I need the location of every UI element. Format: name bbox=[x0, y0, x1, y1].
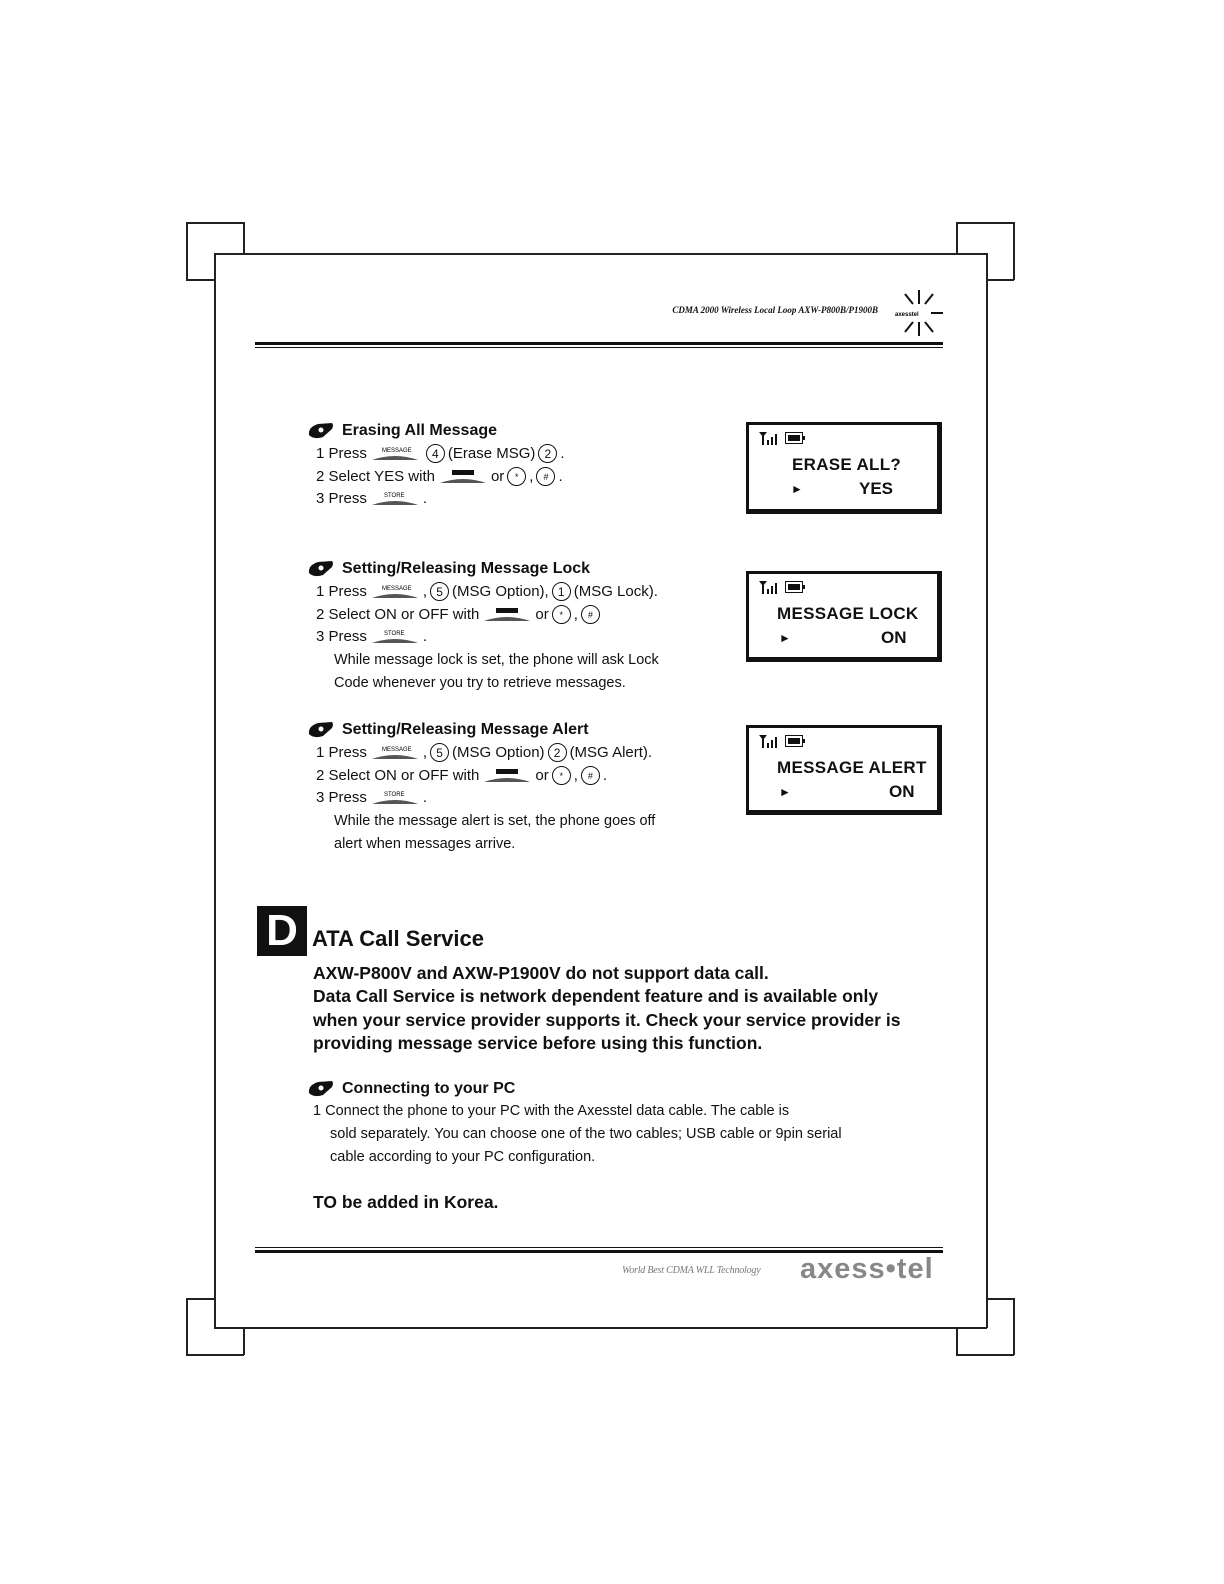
store-key-icon bbox=[370, 491, 420, 507]
star-key-icon: * bbox=[552, 766, 571, 785]
message-key-icon bbox=[370, 446, 420, 462]
svg-text:STORE: STORE bbox=[383, 630, 405, 637]
footer-rule bbox=[255, 1247, 943, 1248]
todo-note: TO be added in Korea. bbox=[313, 1192, 499, 1212]
alert-step-2: 2 Select ON or OFF with or * , # . bbox=[316, 767, 608, 784]
key-5-icon: 5 bbox=[430, 743, 449, 762]
signal-icon bbox=[759, 734, 781, 748]
lock-step-2: 2 Select ON or OFF with or * , # bbox=[316, 605, 603, 624]
hash-key-icon: # bbox=[581, 605, 600, 624]
svg-text:MESSAGE: MESSAGE bbox=[381, 585, 412, 592]
message-key-icon bbox=[370, 745, 420, 761]
section-alert-title bbox=[306, 720, 589, 740]
svg-text:STORE: STORE bbox=[383, 791, 405, 798]
section-initial-d: D bbox=[257, 906, 307, 956]
footer-tagline: World Best CDMA WLL Technology bbox=[622, 1265, 761, 1276]
star-key-icon: * bbox=[507, 467, 526, 486]
selector-arrow-icon: ► bbox=[779, 785, 791, 799]
alert-note-line-1: While the message alert is set, the phone goes off bbox=[334, 813, 656, 829]
section-title-text: Connecting to your PC bbox=[342, 1080, 516, 1097]
svg-text:STORE: STORE bbox=[383, 492, 405, 499]
selector-arrow-icon: ► bbox=[779, 631, 791, 645]
key-1-icon: 1 bbox=[552, 582, 571, 601]
lock-note-line-2: Code whenever you try to retrieve messages. bbox=[334, 675, 626, 691]
header-rule bbox=[255, 342, 943, 345]
footer-brand-logo: axess•tel bbox=[800, 1253, 934, 1285]
alert-note-line-2: alert when messages arrive. bbox=[334, 836, 516, 852]
lcd-alert-display: MESSAGE ALERT ► ON bbox=[746, 725, 942, 815]
selector-arrow-icon: ► bbox=[791, 482, 803, 496]
lcd-lock-display: MESSAGE LOCK ► ON bbox=[746, 571, 942, 662]
connect-line-1: 1 Connect the phone to your PC with the Axesstel data cable. The cable is bbox=[313, 1103, 790, 1119]
header-title: CDMA 2000 Wireless Local Loop AXW-P800B/P1900B bbox=[672, 305, 878, 315]
lock-step-1: 1 Press MESSAGE , 5 (MSG Option), 1 (MSG Lock). bbox=[316, 583, 658, 600]
erase-step-1: 1 Press MESSAGE 4 (Erase MSG) 2 . bbox=[316, 445, 565, 462]
alert-step-3: 3 Press STORE . bbox=[316, 789, 428, 806]
section-title-text: Setting/Releasing Message Alert bbox=[342, 721, 589, 738]
nav-key-icon bbox=[438, 469, 488, 485]
lcd-line-1: MESSAGE ALERT bbox=[777, 758, 927, 777]
phone-icon bbox=[306, 559, 336, 579]
signal-icon bbox=[759, 580, 781, 594]
key-2-icon: 2 bbox=[548, 743, 567, 762]
hash-key-icon: # bbox=[536, 467, 555, 486]
connect-line-3: cable according to your PC configuration. bbox=[330, 1149, 596, 1165]
battery-icon bbox=[785, 432, 805, 444]
connect-line-2: sold separately. You can choose one of the two cables; USB cable or 9pin serial bbox=[330, 1126, 842, 1142]
section-erase-title bbox=[306, 421, 497, 441]
star-key-icon: * bbox=[552, 605, 571, 624]
phone-icon bbox=[306, 720, 336, 740]
erase-step-3: 3 Press STORE . bbox=[316, 490, 428, 507]
battery-icon bbox=[785, 581, 805, 593]
nav-key-icon bbox=[482, 768, 532, 784]
section-lock-title bbox=[306, 559, 590, 579]
svg-text:MESSAGE: MESSAGE bbox=[381, 447, 412, 454]
key-5-icon: 5 bbox=[430, 582, 449, 601]
store-key-icon bbox=[370, 629, 420, 645]
section-title-text: Erasing All Message bbox=[342, 422, 498, 439]
alert-step-1: 1 Press MESSAGE , 5 (MSG Option) 2 (MSG Alert). bbox=[316, 744, 653, 761]
section-connect-title bbox=[306, 1079, 515, 1099]
store-key-icon bbox=[370, 790, 420, 806]
battery-icon bbox=[785, 735, 805, 747]
phone-icon bbox=[306, 1079, 336, 1099]
phone-icon bbox=[306, 421, 336, 441]
key-2-icon: 2 bbox=[538, 444, 557, 463]
data-call-intro: AXW-P800V and AXW-P1900V do not support data call. Data Call Service is network dependent feature and is available only when your service provider supports it. Check your service provider is providing message service before using this function. bbox=[313, 963, 901, 1054]
lock-step-3: 3 Press STORE . bbox=[316, 628, 428, 645]
hash-key-icon: # bbox=[581, 766, 600, 785]
lcd-line-1: MESSAGE LOCK bbox=[777, 604, 919, 623]
svg-text:MESSAGE: MESSAGE bbox=[381, 746, 412, 753]
section-title-text: Setting/Releasing Message Lock bbox=[342, 560, 591, 577]
signal-icon bbox=[759, 431, 781, 445]
axesstel-logo-icon bbox=[893, 288, 945, 340]
logo-text: axesstel bbox=[895, 312, 919, 318]
lock-note-line-1: While message lock is set, the phone will ask Lock bbox=[334, 652, 659, 668]
nav-key-icon bbox=[482, 607, 532, 623]
data-call-title: ATA Call Service bbox=[312, 926, 484, 951]
message-key-icon bbox=[370, 584, 420, 600]
lcd-line-1: ERASE ALL? bbox=[792, 455, 902, 474]
lcd-erase-display: ERASE ALL? ► YES bbox=[746, 422, 942, 514]
key-4-icon: 4 bbox=[426, 444, 445, 463]
erase-step-2: 2 Select YES with or * , # . bbox=[316, 468, 563, 485]
